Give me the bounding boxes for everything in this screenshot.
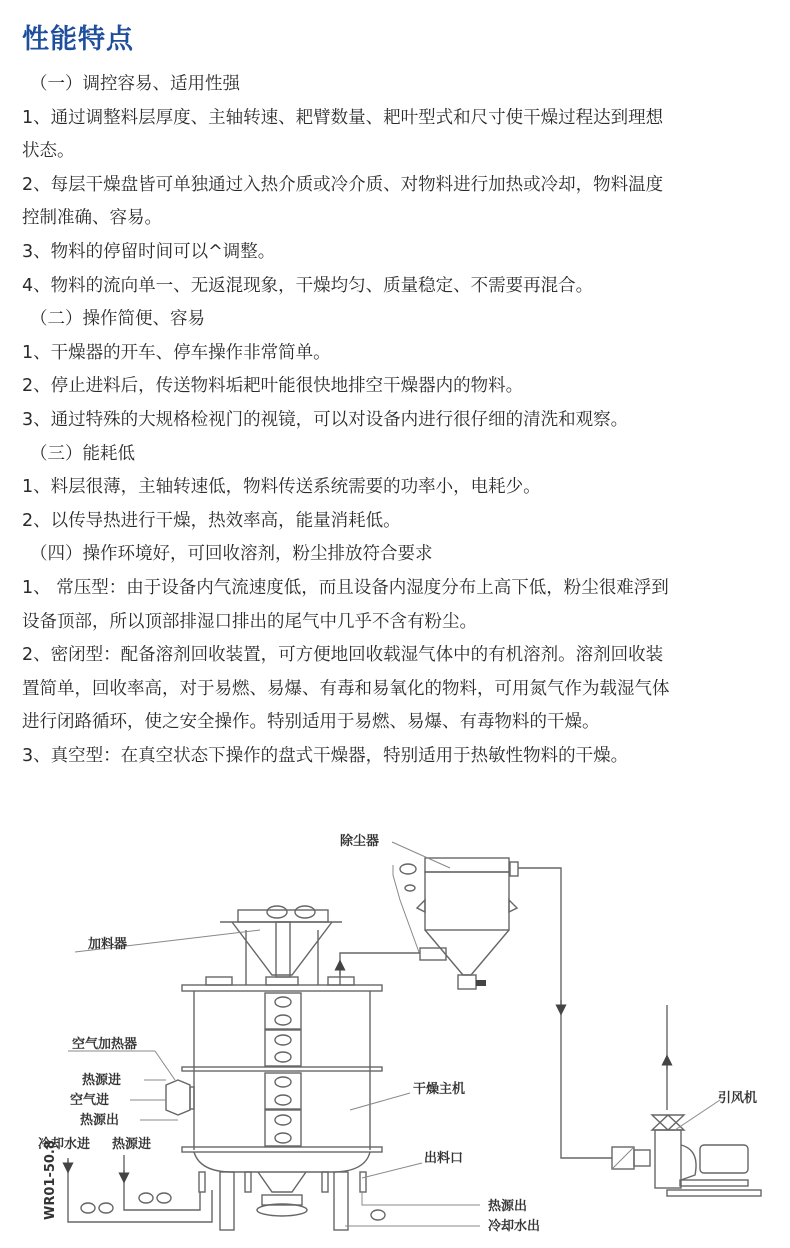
label-air-heater: 空气加热器 bbox=[72, 1037, 138, 1052]
label-feeder: 加料器 bbox=[88, 937, 128, 952]
label-induced-fan: 引风机 bbox=[718, 1091, 758, 1106]
label-heat-in-2: 热源进 bbox=[112, 1137, 152, 1152]
label-dust-collector: 除尘器 bbox=[340, 834, 380, 849]
list-item: 控制准确、容易。 bbox=[22, 208, 162, 229]
air-heater bbox=[166, 1080, 194, 1115]
list-item: 3、真空型：在真空状态下操作的盘式干燥器，特别适用于热敏性物料的干燥。 bbox=[22, 745, 629, 766]
list-item: 设备顶部，所以顶部排湿口排出的尾气中几乎不含有粉尘。 bbox=[22, 611, 477, 632]
induced-fan bbox=[612, 1115, 761, 1196]
feature-list bbox=[22, 68, 772, 773]
list-item: 1、通过调整料层厚度、主轴转速、耙臂数量、耙叶型式和尺寸使干燥过程达到理想 bbox=[22, 107, 664, 128]
list-item: 置简单，回收率高，对于易燃、易爆、有毒和易氧化的物料，可用氮气作为载湿气体 bbox=[22, 678, 670, 699]
list-item: 进行闭路循环，使之安全操作。特别适用于易燃、易爆、有毒物料的干燥。 bbox=[22, 712, 600, 733]
list-item: 3、物料的停留时间可以^调整。 bbox=[22, 241, 276, 262]
label-heat-out-1: 热源出 bbox=[80, 1113, 120, 1128]
page-title: 性能特点 bbox=[22, 24, 134, 55]
list-item: 状态。 bbox=[22, 141, 75, 162]
dust-collector bbox=[393, 858, 518, 989]
gauges bbox=[81, 1193, 385, 1220]
list-item: 1、 常压型：由于设备内气流速度低，而且设备内湿度分布上高下低，粉尘很难浮到 bbox=[22, 577, 669, 598]
label-heat-in-1: 热源进 bbox=[82, 1073, 122, 1088]
list-item: 2、停止进料后，传送物料垢耙叶能很快地排空干燥器内的物料。 bbox=[22, 376, 524, 397]
label-air-in: 空气进 bbox=[70, 1093, 110, 1108]
feeder bbox=[220, 906, 342, 985]
label-model-code: WR01-50.8 bbox=[43, 1140, 58, 1220]
label-cooling-water-out: 冷却水出 bbox=[488, 1219, 541, 1234]
list-item: 4、物料的流向单一、无返混现象，干燥均匀、质量稳定、不需要再混合。 bbox=[22, 275, 594, 296]
list-item: 2、每层干燥盘皆可单独通过入热介质或冷介质、对物料进行加热或冷却，物料温度 bbox=[22, 174, 664, 195]
section-heading-3: （三）能耗低 bbox=[30, 443, 135, 464]
list-item: 2、密闭型：配备溶剂回收装置，可方便地回收载湿气体中的有机溶剂。溶剂回收装 bbox=[22, 645, 664, 666]
list-item: 3、通过特殊的大规格检视门的视镜，可以对设备内进行很仔细的清洗和观察。 bbox=[22, 409, 629, 430]
section-heading-2: （二）操作简便、容易 bbox=[30, 309, 205, 330]
dryer-system-diagram bbox=[0, 800, 790, 1248]
label-discharge: 出料口 bbox=[424, 1151, 464, 1166]
list-item: 1、干燥器的开车、停车操作非常简单。 bbox=[22, 342, 331, 363]
list-item: 2、以传导热进行干燥，热效率高，能量消耗低。 bbox=[22, 510, 401, 531]
label-dryer-main: 干燥主机 bbox=[413, 1082, 466, 1097]
list-item: 1、料层很薄，主轴转速低，物料传送系统需要的功率小，电耗少。 bbox=[22, 477, 541, 498]
label-cooling-water-in: 冷却水进 bbox=[38, 1137, 91, 1152]
section-heading-4: （四）操作环境好，可回收溶剂，粉尘排放符合要求 bbox=[30, 544, 433, 565]
label-heat-out-2: 热源出 bbox=[488, 1199, 528, 1214]
section-heading-1: （一）调控容易、适用性强 bbox=[30, 74, 240, 94]
